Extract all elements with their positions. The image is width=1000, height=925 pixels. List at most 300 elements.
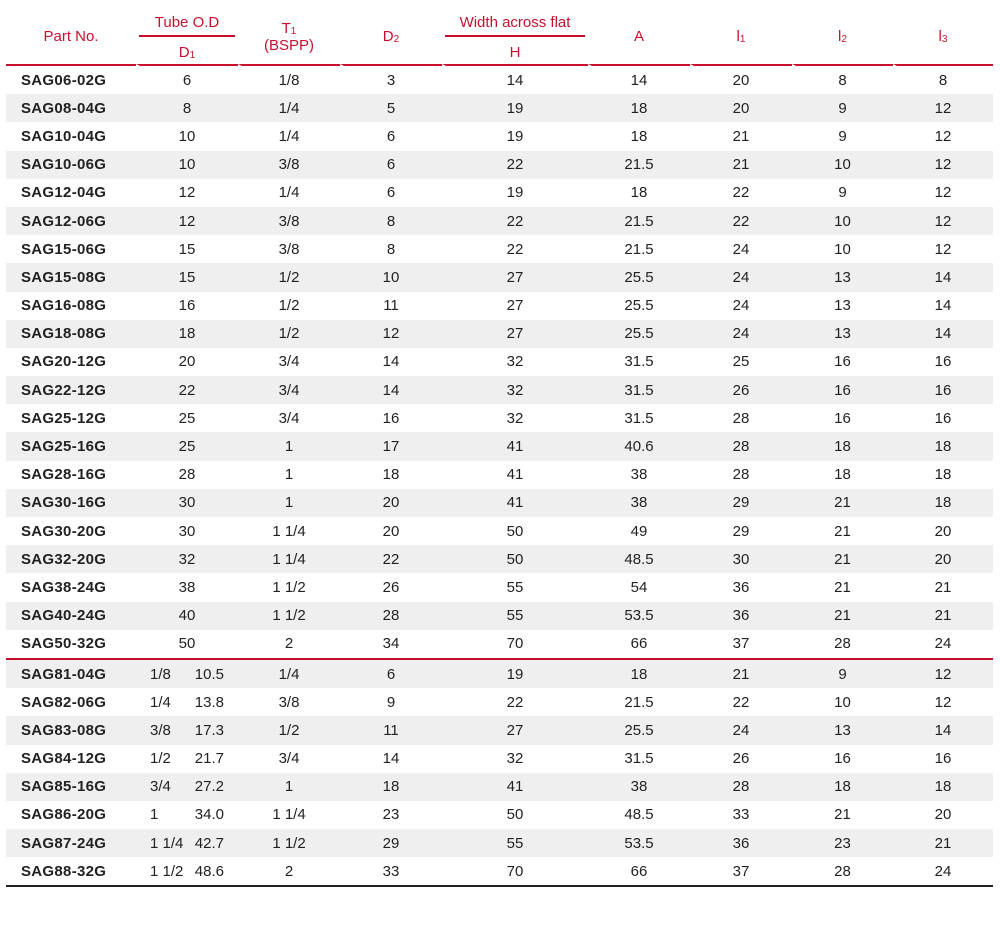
cell-l2: 13 <box>834 297 851 315</box>
cell-t1: 3/8 <box>238 207 340 235</box>
cell-t1: 3/4 <box>238 376 340 404</box>
table-row <box>6 348 993 376</box>
cell-d2: 33 <box>340 857 442 887</box>
cell-l2: 10 <box>792 151 893 179</box>
table-row <box>6 235 993 263</box>
cell-h: 32 <box>442 376 588 404</box>
header-t1-note: (BSPP) <box>263 36 314 54</box>
cell-l3: 16 <box>893 376 993 404</box>
header-l3: l3 <box>938 28 948 45</box>
cell-d1: 32 <box>136 545 238 573</box>
cell-d2: 6 <box>386 184 396 202</box>
cell-d1-mm: 21.7 <box>194 750 224 768</box>
cell-l2: 18 <box>792 773 893 801</box>
cell-h: 55 <box>506 578 524 596</box>
cell-t1: 3/8 <box>238 151 340 179</box>
cell-h: 27 <box>442 320 588 348</box>
cell-l1: 36 <box>690 829 792 857</box>
cell-l2: 28 <box>834 635 851 653</box>
cell-h: 22 <box>442 151 588 179</box>
cell-t1: 3/4 <box>278 409 300 427</box>
cell-a: 54 <box>630 578 648 596</box>
cell-l1: 22 <box>690 207 792 235</box>
cell-d1-inch: 1/2 <box>150 750 171 768</box>
cell-a: 31.5 <box>624 409 654 427</box>
cell-d1-inch: 1 1/2 <box>150 862 184 880</box>
cell-d1 <box>136 773 238 801</box>
cell-t1: 1/4 <box>238 658 340 688</box>
cell-part-no: SAG85-16G <box>6 773 136 801</box>
cell-t1: 3/4 <box>278 353 300 371</box>
cell-l2: 21 <box>834 806 851 824</box>
cell-l3: 16 <box>934 353 952 371</box>
cell-d1: 38 <box>178 578 196 596</box>
table-row <box>6 602 993 630</box>
cell-d2: 11 <box>340 716 442 744</box>
cell-d1: 12 <box>136 207 238 235</box>
cell-a: 25.5 <box>624 297 654 315</box>
cell-a: 21.5 <box>588 207 690 235</box>
cell-part-no: SAG30-20G <box>21 522 107 540</box>
cell-part-no: SAG83-08G <box>6 716 136 744</box>
cell-d1: 18 <box>136 320 238 348</box>
cell-part-no: SAG15-08G <box>6 263 136 291</box>
cell-part-no: SAG87-24G <box>6 829 136 857</box>
cell-part-no: SAG38-24G <box>21 578 107 596</box>
cell-t1: 1/8 <box>278 71 300 89</box>
cell-t1: 1 1/4 <box>272 522 306 540</box>
table-row <box>6 630 993 658</box>
cell-l2: 10 <box>834 240 851 258</box>
table-row <box>6 517 993 545</box>
cell-d2: 26 <box>382 578 400 596</box>
cell-l1: 36 <box>732 578 750 596</box>
cell-h: 32 <box>506 409 524 427</box>
cell-l3: 20 <box>934 522 952 540</box>
cell-d2: 14 <box>382 750 400 768</box>
cell-t1: 1/2 <box>238 320 340 348</box>
cell-l1: 21 <box>732 127 750 145</box>
cell-d2: 16 <box>382 409 400 427</box>
cell-d2: 34 <box>382 635 400 653</box>
cell-l1: 24 <box>732 297 750 315</box>
table-row <box>6 94 993 122</box>
cell-l2: 16 <box>834 750 851 768</box>
cell-d1: 22 <box>136 376 238 404</box>
cell-l3: 12 <box>893 94 993 122</box>
cell-l3: 14 <box>934 297 952 315</box>
cell-l2: 9 <box>838 127 847 145</box>
cell-l2: 16 <box>792 376 893 404</box>
cell-l1: 28 <box>732 409 750 427</box>
cell-h: 27 <box>506 297 524 315</box>
cell-l3: 8 <box>938 71 948 89</box>
cell-l1: 22 <box>732 184 750 202</box>
cell-l3: 16 <box>934 409 952 427</box>
cell-a: 18 <box>588 94 690 122</box>
cell-h: 14 <box>506 71 524 89</box>
cell-part-no: SAG16-08G <box>21 297 107 315</box>
cell-l1: 29 <box>690 489 792 517</box>
table-row <box>6 207 993 235</box>
cell-l2: 8 <box>838 71 847 89</box>
cell-l3: 16 <box>934 750 952 768</box>
cell-l2: 13 <box>792 263 893 291</box>
cell-d1: 30 <box>136 489 238 517</box>
cell-a: 14 <box>630 71 648 89</box>
cell-l1: 26 <box>732 750 750 768</box>
cell-t1: 1 <box>284 466 294 484</box>
cell-part-no: SAG32-20G <box>6 545 136 573</box>
cell-d2: 12 <box>340 320 442 348</box>
cell-t1: 1/2 <box>238 263 340 291</box>
cell-a: 38 <box>630 466 648 484</box>
spec-table-container <box>6 9 993 887</box>
table-row <box>6 376 993 404</box>
cell-d1 <box>136 658 238 688</box>
cell-l3: 12 <box>893 151 993 179</box>
cell-l2: 10 <box>834 693 851 711</box>
cell-part-no: SAG84-12G <box>21 750 107 768</box>
cell-a: 38 <box>588 489 690 517</box>
header-t1: T1 (BSPP) <box>238 9 340 64</box>
cell-l3: 12 <box>893 207 993 235</box>
cell-a: 53.5 <box>588 829 690 857</box>
header-l2: l2 <box>838 28 847 45</box>
cell-d2: 9 <box>386 693 396 711</box>
cell-l1: 26 <box>690 376 792 404</box>
cell-l3: 12 <box>934 693 952 711</box>
table-body <box>6 66 993 887</box>
cell-h: 50 <box>506 522 524 540</box>
cell-part-no: SAG86-20G <box>21 806 107 824</box>
cell-d1-mm: 13.8 <box>194 693 224 711</box>
cell-a: 21.5 <box>624 693 654 711</box>
table-row <box>6 151 993 179</box>
header-part-no: Part No. <box>43 28 99 45</box>
cell-l1: 29 <box>732 522 750 540</box>
cell-d1: 50 <box>178 635 196 653</box>
cell-t1: 1/2 <box>278 297 300 315</box>
cell-l1: 37 <box>690 857 792 887</box>
cell-l1: 36 <box>690 602 792 630</box>
table-row <box>6 122 993 150</box>
cell-d1 <box>136 801 238 829</box>
cell-d1-inch: 3/8 <box>150 721 171 739</box>
cell-part-no: SAG12-06G <box>6 207 136 235</box>
cell-l2: 21 <box>792 489 893 517</box>
cell-l3: 18 <box>893 773 993 801</box>
cell-d1-inch: 1 <box>150 806 159 824</box>
cell-l2: 13 <box>792 716 893 744</box>
cell-d2: 23 <box>382 806 400 824</box>
cell-t1: 3/8 <box>278 240 300 258</box>
cell-l3: 18 <box>893 489 993 517</box>
cell-d1: 40 <box>136 602 238 630</box>
cell-l1: 30 <box>690 545 792 573</box>
cell-d2: 14 <box>340 376 442 404</box>
cell-h: 32 <box>506 353 524 371</box>
cell-a: 31.5 <box>624 750 654 768</box>
cell-part-no: SAG08-04G <box>6 94 136 122</box>
cell-l1: 21 <box>690 658 792 688</box>
cell-d1 <box>136 688 238 716</box>
cell-d1-mm: 48.6 <box>194 862 224 880</box>
cell-l2: 28 <box>792 857 893 887</box>
cell-t1: 1/4 <box>278 184 300 202</box>
cell-part-no: SAG10-04G <box>21 127 107 145</box>
cell-l2: 18 <box>834 466 851 484</box>
cell-a: 66 <box>630 635 648 653</box>
cell-d1: 25 <box>136 432 238 460</box>
cell-t1: 1 1/2 <box>238 602 340 630</box>
cell-a: 38 <box>588 773 690 801</box>
cell-d1 <box>136 716 238 744</box>
cell-d1: 10 <box>136 151 238 179</box>
cell-l1: 22 <box>732 693 750 711</box>
cell-l3: 14 <box>893 716 993 744</box>
cell-part-no: SAG25-12G <box>21 409 107 427</box>
cell-t1: 1 1/4 <box>238 545 340 573</box>
cell-t1: 2 <box>238 857 340 887</box>
table-row <box>6 432 993 460</box>
cell-l1: 20 <box>690 94 792 122</box>
cell-d1: 10 <box>178 127 196 145</box>
cell-l3: 20 <box>934 806 952 824</box>
cell-h: 27 <box>442 716 588 744</box>
cell-d1-mm: 42.7 <box>194 834 224 852</box>
cell-t1: 1 1/2 <box>238 829 340 857</box>
table-row <box>6 716 993 744</box>
cell-l1: 20 <box>732 71 750 89</box>
cell-l3: 14 <box>893 263 993 291</box>
cell-h: 19 <box>506 184 524 202</box>
cell-l3: 20 <box>893 545 993 573</box>
header-underline <box>445 35 585 37</box>
cell-l1: 37 <box>732 635 750 653</box>
cell-l3: 21 <box>893 829 993 857</box>
cell-h: 19 <box>506 127 524 145</box>
cell-d2: 6 <box>340 658 442 688</box>
cell-part-no: SAG20-12G <box>21 353 107 371</box>
cell-a: 25.5 <box>588 263 690 291</box>
cell-h: 27 <box>442 263 588 291</box>
cell-l2: 9 <box>792 658 893 688</box>
cell-d2: 6 <box>340 151 442 179</box>
cell-d1 <box>136 857 238 887</box>
cell-l1: 28 <box>690 773 792 801</box>
cell-part-no: SAG81-04G <box>6 658 136 688</box>
table-row <box>6 404 993 432</box>
cell-l2: 23 <box>792 829 893 857</box>
cell-d1: 12 <box>178 184 196 202</box>
cell-a: 48.5 <box>588 545 690 573</box>
cell-h: 41 <box>506 466 524 484</box>
cell-d2: 17 <box>340 432 442 460</box>
cell-l1: 21 <box>690 151 792 179</box>
cell-a: 48.5 <box>624 806 654 824</box>
cell-l2: 13 <box>792 320 893 348</box>
cell-a: 21.5 <box>624 240 654 258</box>
cell-l3: 18 <box>934 466 952 484</box>
cell-h: 19 <box>442 658 588 688</box>
header-underline <box>139 35 235 37</box>
header-d1: D1 <box>178 43 196 61</box>
header-tube-od: Tube O.D <box>136 9 238 40</box>
cell-l1: 33 <box>732 806 750 824</box>
cell-t1: 1 <box>238 432 340 460</box>
header-width-across-flat: Width across flat <box>442 9 588 40</box>
table-row <box>6 658 993 688</box>
cell-a: 25.5 <box>588 320 690 348</box>
cell-t1: 1/4 <box>278 127 300 145</box>
cell-part-no: SAG40-24G <box>6 602 136 630</box>
cell-h: 19 <box>442 94 588 122</box>
cell-a: 21.5 <box>588 151 690 179</box>
cell-a: 18 <box>588 658 690 688</box>
header-d2: D2 <box>382 28 400 45</box>
cell-d1-inch: 1/4 <box>150 693 171 711</box>
cell-l3: 24 <box>934 635 952 653</box>
cell-l3: 14 <box>893 320 993 348</box>
cell-d2: 11 <box>383 297 399 315</box>
cell-a: 49 <box>630 522 648 540</box>
cell-d2: 20 <box>382 522 400 540</box>
cell-part-no: SAG25-16G <box>6 432 136 460</box>
cell-d2: 29 <box>340 829 442 857</box>
cell-h: 55 <box>442 602 588 630</box>
cell-l1: 24 <box>690 263 792 291</box>
cell-l3: 24 <box>893 857 993 887</box>
cell-h: 50 <box>442 545 588 573</box>
cell-h: 41 <box>442 773 588 801</box>
table-row <box>6 801 993 829</box>
cell-d2: 5 <box>340 94 442 122</box>
cell-t1: 3/4 <box>278 750 300 768</box>
table-row <box>6 292 993 320</box>
cell-d1 <box>136 829 238 857</box>
cell-d2: 18 <box>382 466 400 484</box>
cell-l3: 21 <box>893 602 993 630</box>
cell-d2: 18 <box>340 773 442 801</box>
cell-l2: 21 <box>834 578 851 596</box>
cell-l1: 28 <box>732 466 750 484</box>
cell-d1: 28 <box>178 466 196 484</box>
cell-a: 18 <box>630 127 648 145</box>
spec-table <box>6 9 993 887</box>
table-row <box>6 461 993 489</box>
cell-a: 40.6 <box>588 432 690 460</box>
cell-l3: 12 <box>934 240 952 258</box>
table-row <box>6 489 993 517</box>
cell-d1-inch: 1/8 <box>150 665 171 683</box>
cell-h: 70 <box>506 635 524 653</box>
cell-a: 53.5 <box>588 602 690 630</box>
cell-h: 41 <box>442 489 588 517</box>
cell-d1: 20 <box>178 353 196 371</box>
cell-h: 41 <box>442 432 588 460</box>
cell-part-no: SAG30-16G <box>6 489 136 517</box>
cell-d2: 8 <box>386 240 396 258</box>
cell-d1-mm: 10.5 <box>194 665 224 683</box>
cell-d2: 14 <box>382 353 400 371</box>
cell-d1: 16 <box>178 297 196 315</box>
cell-d1: 25 <box>178 409 196 427</box>
cell-a: 31.5 <box>588 376 690 404</box>
cell-l3: 12 <box>893 658 993 688</box>
cell-d1: 15 <box>178 240 196 258</box>
cell-l3: 18 <box>893 432 993 460</box>
cell-d1-mm: 34.0 <box>194 806 224 824</box>
cell-d2: 6 <box>386 127 396 145</box>
cell-l2: 16 <box>834 409 851 427</box>
cell-d1-inch: 3/4 <box>150 778 171 796</box>
cell-d2: 22 <box>340 545 442 573</box>
table-row <box>6 573 993 601</box>
cell-l2: 21 <box>792 545 893 573</box>
cell-d2: 28 <box>340 602 442 630</box>
cell-a: 66 <box>588 857 690 887</box>
table-row <box>6 688 993 716</box>
cell-l2: 16 <box>834 353 851 371</box>
cell-d1-mm: 17.3 <box>194 721 224 739</box>
cell-h: 32 <box>506 750 524 768</box>
cell-l2: 21 <box>834 522 851 540</box>
cell-d1-mm: 27.2 <box>194 778 224 796</box>
cell-d2: 20 <box>340 489 442 517</box>
cell-h: 50 <box>506 806 524 824</box>
table-header <box>6 9 993 66</box>
cell-part-no: SAG88-32G <box>6 857 136 887</box>
cell-h: 70 <box>442 857 588 887</box>
cell-d1-inch: 1 1/4 <box>150 834 184 852</box>
cell-h: 22 <box>442 207 588 235</box>
cell-part-no: SAG18-08G <box>6 320 136 348</box>
table-row <box>6 857 993 887</box>
cell-l2: 21 <box>792 602 893 630</box>
cell-h: 22 <box>506 693 524 711</box>
cell-h: 22 <box>506 240 524 258</box>
cell-l1: 28 <box>690 432 792 460</box>
cell-l2: 9 <box>792 94 893 122</box>
cell-t1: 1 1/2 <box>272 578 306 596</box>
cell-d1: 6 <box>182 71 192 89</box>
cell-l3: 21 <box>934 578 952 596</box>
table-row <box>6 66 993 94</box>
table-row <box>6 179 993 207</box>
header-a: A <box>633 28 644 45</box>
cell-l1: 24 <box>732 240 750 258</box>
cell-t1: 1 <box>238 489 340 517</box>
cell-part-no: SAG50-32G <box>21 635 107 653</box>
header-h: H <box>509 43 521 61</box>
cell-l3: 12 <box>934 127 952 145</box>
cell-a: 31.5 <box>624 353 654 371</box>
cell-l2: 9 <box>838 184 847 202</box>
cell-part-no: SAG22-12G <box>6 376 136 404</box>
cell-h: 55 <box>442 829 588 857</box>
cell-d1: 15 <box>136 263 238 291</box>
cell-l1: 25 <box>732 353 750 371</box>
cell-part-no: SAG28-16G <box>21 466 107 484</box>
cell-part-no: SAG12-04G <box>21 184 107 202</box>
cell-part-no: SAG15-06G <box>21 240 107 258</box>
cell-l2: 10 <box>792 207 893 235</box>
cell-t1: 1/4 <box>238 94 340 122</box>
table-row <box>6 263 993 291</box>
cell-part-no: SAG82-06G <box>21 693 107 711</box>
table-row <box>6 829 993 857</box>
